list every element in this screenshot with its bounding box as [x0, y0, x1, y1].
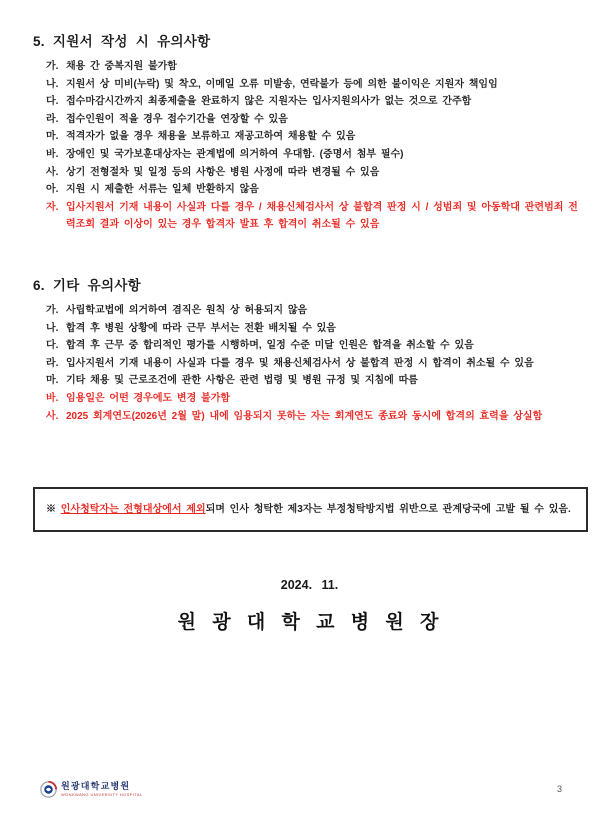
item-text: 적격자가 없을 경우 채용을 보류하고 재공고하여 채용할 수 있음 [66, 131, 356, 143]
item-label: 다. [46, 340, 59, 352]
list-item [46, 146, 586, 164]
hospital-logo [40, 781, 143, 798]
item-text: 합격 후 근무 중 합리적인 평가를 시행하며, 일정 수준 미달 인원은 합격을 취소할 수 있음 [66, 340, 474, 352]
list-item [46, 181, 586, 199]
list-item [46, 111, 586, 129]
item-label: 바. [46, 148, 59, 160]
list-item [46, 355, 586, 373]
hospital-logo-english-name: WONKWANG UNIVERSITY HOSPITAL [61, 791, 143, 797]
section-6-items [46, 302, 586, 425]
personnel-solicitation-notice-box [33, 487, 588, 532]
notice-red-underlined-text: 인사청탁자는 전형대상에서 제외 [60, 504, 206, 516]
section-5-title: 5. 지원서 작성 시 유의사항 [33, 34, 211, 49]
item-label: 마. [46, 375, 59, 387]
page-number: 3 [556, 784, 562, 794]
notice-rest-text: 되며 인사 청탁한 제3자는 부정청탁방지법 위반으로 관계당국에 고발 될 수 있음. [205, 504, 571, 516]
item-text: 접수마감시간까지 최종제출을 완료하지 않은 지원자는 입사지원의사가 없는 것으로 간주함 [66, 96, 472, 108]
section-application-notes [33, 30, 586, 234]
item-label: 가. [46, 61, 59, 72]
item-label: 마. [46, 131, 59, 143]
item-label: 나. [46, 78, 59, 90]
section-5-items [46, 58, 586, 234]
list-item [46, 320, 586, 338]
item-text: 장애인 및 국가보훈대상자는 관계법에 의거하여 우대함. (증명서 첨부 필수) [66, 148, 404, 160]
item-text: 지원서 상 미비(누락) 및 착오, 이메일 오류 미발송, 연락불가 등에 의한 불이익은 지원자 책임임 [66, 78, 498, 90]
item-text: 입사지원서 기재 내용이 사실과 다를 경우 및 채용신체검사서 상 불합격 판정 시 합격이 취소될 수 있음 [66, 357, 534, 369]
item-text: 입사지원서 기재 내용이 사실과 다를 경우 / 채용신체검사서 상 불합격 판정 시 / 성범죄 및 아동학대 관련범죄 전력조회 결과 이상이 있는 경우 합격자 발표 후 합격이 취소될 수 있음 [66, 201, 578, 231]
item-text: 지원 시 제출한 서류는 일체 반환하지 않음 [66, 184, 259, 196]
list-item-warning [46, 199, 586, 234]
item-label: 아. [46, 184, 59, 196]
item-label: 다. [46, 96, 59, 108]
list-item [46, 58, 586, 76]
item-label: 가. [46, 304, 59, 316]
list-item [46, 372, 586, 390]
hospital-logo-texts [61, 782, 143, 797]
item-label: 라. [46, 113, 59, 125]
item-text: 합격 후 병원 상황에 따라 근무 부서는 전환 배치될 수 있음 [66, 322, 336, 334]
item-label: 바. [46, 392, 59, 404]
item-text: 임용일은 어떤 경우에도 변경 불가함 [66, 392, 231, 404]
item-label: 라. [46, 357, 59, 369]
list-item [46, 93, 586, 111]
item-text: 2025 회계연도(2026년 2월 말) 내에 임용되지 못하는 자는 회계연도 종료와 동시에 합격의 효력을 상실함 [66, 410, 543, 422]
hospital-emblem-icon [40, 781, 57, 798]
item-label: 자. [46, 201, 59, 213]
item-text: 채용 간 중복지원 불가함 [66, 61, 177, 72]
notice-marker: ※ [46, 504, 61, 516]
list-item [46, 76, 586, 94]
item-text: 접수인원이 적을 경우 접수기간을 연장할 수 있음 [66, 113, 288, 125]
issue-date: 2024. 11. [280, 578, 339, 593]
section-other-notes [33, 274, 586, 425]
list-item-warning [46, 390, 586, 408]
signer-title: 원 광 대 학 교 병 원 장 [177, 612, 442, 634]
list-item [46, 337, 586, 355]
item-text: 상기 전형절차 및 일정 등의 사항은 병원 사정에 따라 변경될 수 있음 [66, 166, 380, 178]
item-label: 사. [46, 166, 59, 178]
list-item [46, 302, 586, 320]
list-item-warning [46, 408, 586, 426]
item-text: 기타 채용 및 근로조건에 관한 사항은 관련 법령 및 병원 규정 및 지침에 따름 [66, 375, 418, 387]
hospital-logo-korean-name: 원광대학교병원 [61, 781, 131, 792]
list-item [46, 128, 586, 146]
item-label: 사. [46, 410, 59, 422]
item-label: 나. [46, 322, 59, 334]
list-item [46, 164, 586, 182]
section-6-title: 6. 기타 유의사항 [33, 277, 142, 293]
item-text: 사립학교법에 의거하여 겸직은 원칙 상 허용되지 않음 [66, 304, 308, 316]
